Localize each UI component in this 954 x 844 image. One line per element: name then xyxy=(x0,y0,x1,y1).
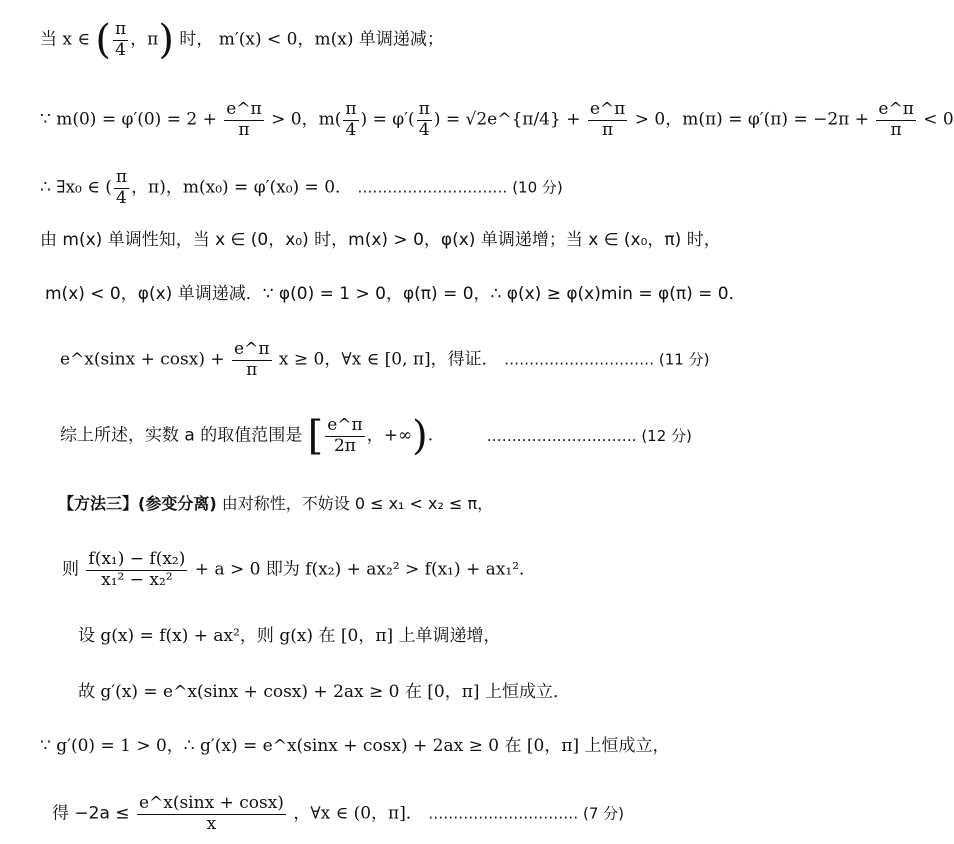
fraction xyxy=(876,100,915,140)
line-8 xyxy=(58,496,493,512)
line-12 xyxy=(40,738,670,755)
score-label: ………………………… (7 分) xyxy=(428,804,625,823)
l1-text-f: m′(x) < 0，m(x) 单调递减； xyxy=(218,29,444,50)
l10-a: 设 g(x) = f(x) + ax²，则 g(x) 在 [0，π] 上单调递增， xyxy=(78,626,501,646)
numerator: f(x₁) − f(x₂) xyxy=(88,549,186,569)
l13-d: ，∀x ∈ (0，π]． xyxy=(293,803,423,824)
l5-a: m(x) < 0，φ(x) 单调递减．∵ φ(0) = 1 > 0，φ(π) = 0，∴ φ(x) ≥ φ(x)min = φ(π) = 0． xyxy=(45,284,746,304)
l2-a: ∵ m(0) = φ′(0) = 2 + xyxy=(40,109,217,130)
fraction xyxy=(417,100,432,140)
paren-close: ) xyxy=(158,17,174,64)
numerator: e^π xyxy=(226,99,262,119)
denominator: x xyxy=(206,813,217,834)
denominator: 4 xyxy=(418,119,430,140)
l2-g: ) = φ′( xyxy=(360,109,415,130)
denominator: π xyxy=(246,359,258,380)
l6-a: e^x(sinx + cosx) + xyxy=(60,349,225,370)
line-3 xyxy=(40,168,563,208)
l2-m: > 0，m(π) = φ′(π) = −2π + xyxy=(634,109,869,130)
fraction xyxy=(343,100,358,140)
l4-a: 由 m(x) 单调性知，当 x ∈ (0，x₀) 时，m(x) > 0，φ(x) 单调递增；当 x ∈ (x₀，π) 时， xyxy=(40,230,721,250)
l3-d: ，π)，m(x₀) = φ′(x₀) = 0． xyxy=(131,177,353,198)
fraction xyxy=(325,416,364,456)
denominator: 4 xyxy=(345,119,357,140)
l1-text-e: 时， xyxy=(179,29,214,50)
l9-a: 则 xyxy=(62,559,79,580)
l1-text-d: ，π xyxy=(130,29,159,50)
paren-close: ) xyxy=(412,413,428,460)
line-9 xyxy=(62,550,536,590)
score-label: ………………………… (12 分) xyxy=(486,426,692,445)
denominator: 2π xyxy=(333,435,356,456)
line-7: 综上所述，实数 a 的取值范围是 [ $\frac{e\^{}\pi}{2\pi}$ ，+∞). ………………………… (12 分) xyxy=(60,413,692,460)
l2-d: > 0，m( xyxy=(271,109,342,130)
l6-d: x ≥ 0，∀x ∈ [0, π]，得证． xyxy=(278,349,499,370)
line-11 xyxy=(78,684,570,701)
line-10 xyxy=(78,628,501,645)
fraction xyxy=(232,340,271,380)
numerator: e^π xyxy=(234,339,270,359)
denominator: x₁² − x₂² xyxy=(101,569,173,590)
l2-p: < 0 xyxy=(923,109,954,130)
line-6 xyxy=(60,340,709,380)
fraction xyxy=(114,168,129,208)
bracket-open: [ xyxy=(307,413,324,460)
l11-a: 故 g′(x) = e^x(sinx + cosx) + 2ax ≥ 0 在 [0，π] 上恒成立． xyxy=(78,682,570,702)
numerator: π xyxy=(345,99,357,119)
method-title: 【方法三】(参变分离) xyxy=(58,494,217,513)
denominator: 4 xyxy=(116,187,127,208)
l1-text-a: 当 x ∈ xyxy=(40,29,90,50)
denominator: π xyxy=(238,119,250,140)
numerator: e^π xyxy=(589,99,626,119)
l12-a: ∵ g′(0) = 1 > 0，∴ g′(x) = e^x(sinx + cosx) + 2ax ≥ 0 在 [0，π] 上恒成立， xyxy=(40,736,670,756)
line-5 xyxy=(45,286,746,303)
l7-a: 综上所述，实数 a 的取值范围是 xyxy=(60,425,303,446)
l3-a: ∴ ∃x₀ ∈ ( xyxy=(40,177,112,198)
numerator: e^π xyxy=(878,99,914,119)
line-13 xyxy=(52,794,624,834)
numerator: π xyxy=(115,167,128,187)
l13-a: 得 −2a ≤ xyxy=(52,803,130,824)
numerator: e^π xyxy=(327,415,363,435)
l7-d: ，+∞ xyxy=(366,425,413,446)
line-1 xyxy=(40,17,444,64)
l9-d: + a > 0 即为 f(x₂) + ax₂² > f(x₁) + ax₁²． xyxy=(194,559,537,580)
l2-j: ) = √2e^{π/4} + xyxy=(433,109,581,130)
numerator: e^x(sinx + cosx) xyxy=(138,793,284,813)
fraction xyxy=(137,794,286,834)
score-label: ………………………… (10 分) xyxy=(357,178,563,197)
l8-b: 由对称性，不妨设 0 ≤ x₁ < x₂ ≤ π， xyxy=(221,494,494,513)
numerator: π xyxy=(418,99,430,119)
fraction xyxy=(113,20,128,60)
denominator: π xyxy=(602,119,614,140)
score-label: ………………………… (11 分) xyxy=(504,350,710,369)
fraction xyxy=(86,550,187,590)
denominator: 4 xyxy=(115,39,126,60)
fraction xyxy=(224,100,263,140)
line-2 xyxy=(40,100,954,140)
paren-open: ( xyxy=(95,17,111,64)
numerator: π xyxy=(115,19,127,39)
line-4 xyxy=(40,232,721,249)
denominator: π xyxy=(890,119,902,140)
fraction xyxy=(588,100,627,140)
